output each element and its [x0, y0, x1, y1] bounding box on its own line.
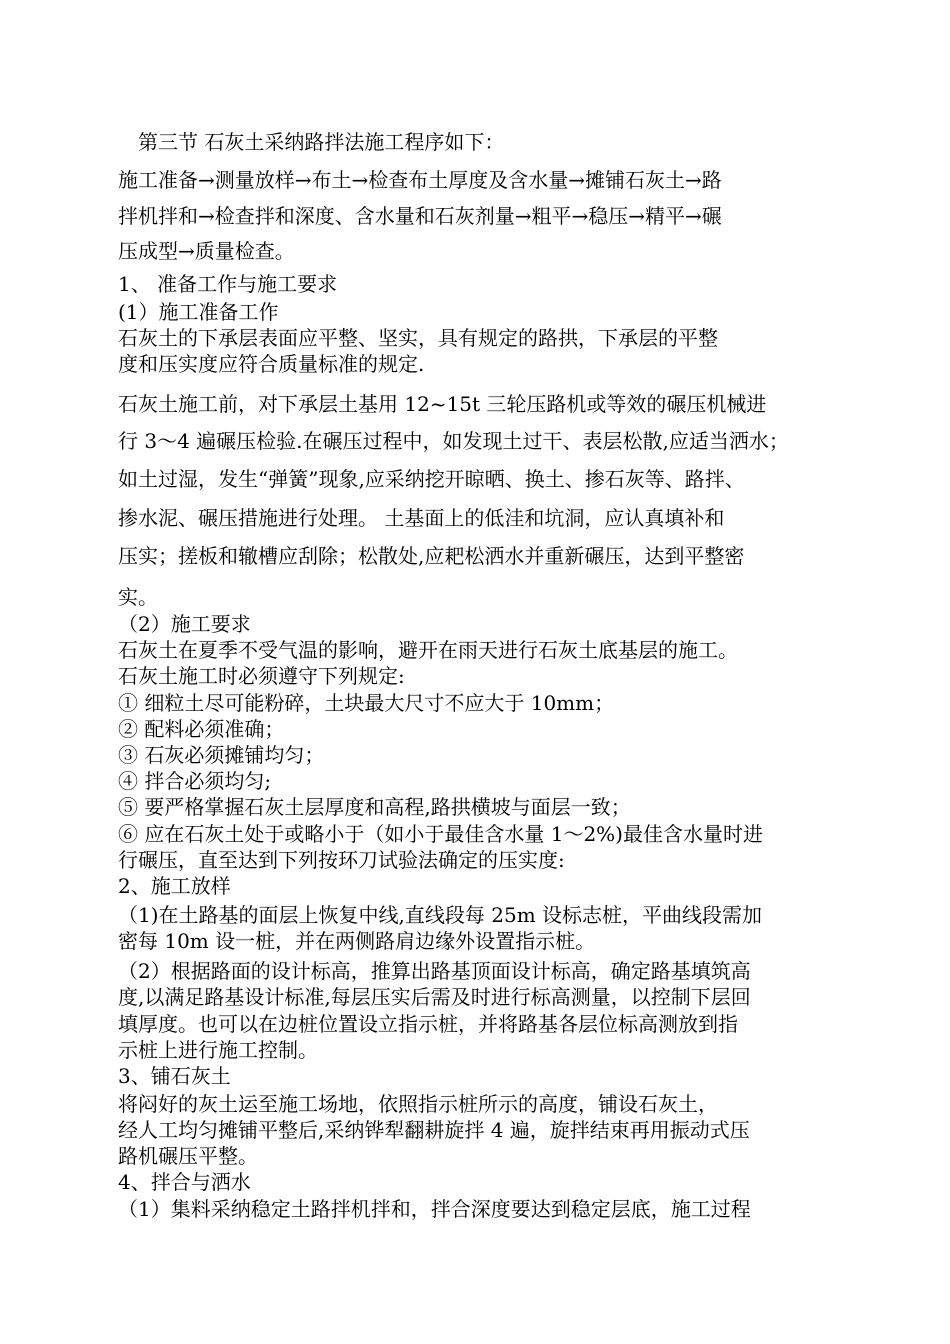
text-line: (1）施工准备工作: [118, 300, 279, 324]
text-line: 密每 10m 设一桩，并在两侧路肩边缘外设置指示桩。: [118, 929, 596, 953]
text-line: （1)在土路基的面层上恢复中线,直线段每 25m 设标志桩，平曲线段需加: [118, 903, 763, 927]
text-line: 压实；搓板和辙槽应刮除；松散处,应耙松洒水并重新碾压，达到平整密: [118, 544, 745, 568]
text-line: （1）集料采纳稳定土路拌机拌和，拌合深度要达到稳定层底，施工过程: [118, 1197, 751, 1221]
text-line: ③ 石灰必须摊铺均匀；: [118, 743, 325, 767]
text-line: 4、拌合与洒水: [118, 1170, 251, 1194]
text-line: ① 细粒土尽可能粉碎，土块最大尺寸不应大于 10mm；: [118, 691, 615, 715]
text-line: ⑥ 应在石灰土处于或略小于（如小于最佳含水量 1～2%)最佳含水量时进: [118, 822, 763, 846]
text-line: 如土过湿，发生“弹簧”现象,应采纳挖开晾晒、换土、掺石灰等、路拌、: [118, 467, 745, 491]
text-line: 石灰土的下承层表面应平整、坚实，具有规定的路拱，下承层的平整: [118, 326, 718, 350]
text-line: 2、施工放样: [118, 874, 231, 898]
text-line: 将闷好的灰土运至施工场地，依照指示桩所示的高度，铺设石灰土，: [118, 1092, 718, 1116]
text-line: 石灰土施工前，对下承层土基用 12~15t 三轮压路机或等效的碾压机械进: [118, 392, 767, 416]
text-line: 压成型→质量检查。: [118, 239, 295, 263]
text-line: ⑤ 要严格掌握石灰土层厚度和高程,路拱横坡与面层一致；: [118, 795, 631, 819]
text-line: ④ 拌合必须均匀;: [118, 769, 272, 793]
text-line: 路机碾压平整。: [118, 1144, 258, 1168]
text-line: （2）施工要求: [118, 612, 251, 636]
section-heading: 第三节 石灰土采纳路拌法施工程序如下：: [138, 130, 505, 154]
text-line: 1、 准备工作与施工要求: [118, 272, 338, 296]
text-line: 度,以满足路基设计标准,每层压实后需及时进行标高测量，以控制下层回: [118, 985, 751, 1009]
text-line: 石灰土施工时必须遵守下列规定:: [118, 664, 405, 688]
text-line: 施工准备→测量放样→布土→检查布土厚度及含水量→摊铺石灰土→路: [118, 168, 722, 192]
text-line: 经人工均匀摊铺平整后,采纳铧犁翻耕旋拌 4 遍，旋拌结束再用振动式压: [118, 1118, 750, 1142]
text-line: 行 3～4 遍碾压检验.在碾压过程中，如发现土过干、表层松散,应适当洒水；: [118, 429, 789, 453]
text-line: 填厚度。也可以在边桩位置设立指示桩，并将路基各层位标高测放到指: [118, 1012, 738, 1036]
text-line: 度和压实度应符合质量标准的规定.: [118, 352, 425, 376]
text-line: ② 配料必须准确；: [118, 717, 285, 741]
text-line: 实。: [118, 585, 158, 609]
text-line: 行碾压，直至达到下列按环刀试验法确定的压实度:: [118, 848, 565, 872]
text-line: 3、铺石灰土: [118, 1064, 231, 1088]
text-line: 示桩上进行施工控制。: [118, 1038, 318, 1062]
text-line: 掺水泥、碾压措施进行处理。 土基面上的低洼和坑洞，应认真填补和: [118, 506, 725, 530]
text-line: 石灰土在夏季不受气温的影响，避开在雨天进行石灰土底基层的施工。: [118, 638, 738, 662]
text-line: （2）根据路面的设计标高，推算出路基顶面设计标高，确定路基填筑高: [118, 959, 751, 983]
text-line: 拌机拌和→检查拌和深度、含水量和石灰剂量→粗平→稳压→精平→碾: [118, 204, 722, 228]
